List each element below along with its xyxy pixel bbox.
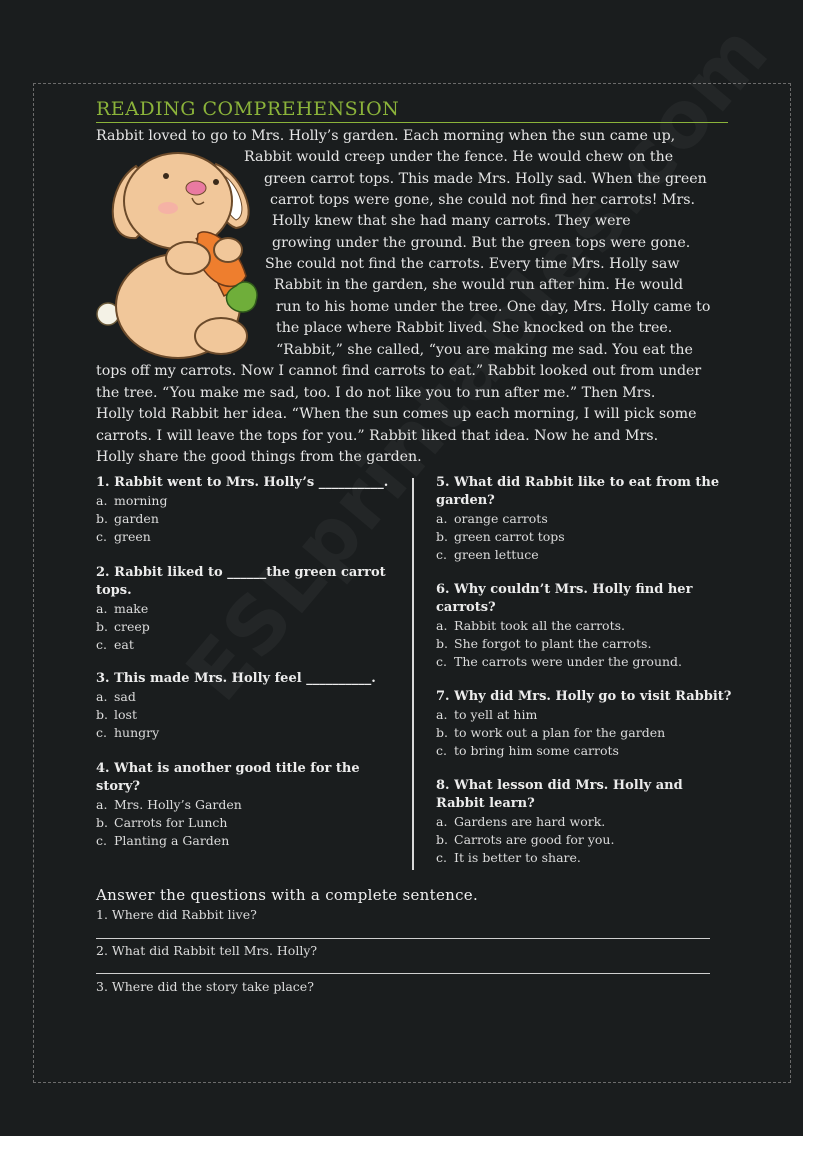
story-line: tops off my carrots. Now I cannot find carrots to eat.” Rabbit looked out from under: [96, 363, 702, 379]
option: b. lost: [96, 707, 137, 722]
written-question-2: 2. What did Rabbit tell Mrs. Holly?: [96, 943, 318, 958]
question-8-options: [436, 813, 614, 867]
option: a. make: [96, 601, 149, 616]
story-line: the place where Rabbit lived. She knocked on the tree.: [276, 320, 673, 336]
story-line: Rabbit in the garden, she would run after him. He would: [274, 277, 684, 293]
answer-line-2[interactable]: [96, 973, 710, 974]
question-1-options: [96, 492, 167, 546]
story-line: “Rabbit,” she called, “you are making me sad. You eat the: [276, 342, 693, 358]
option: c. eat: [96, 637, 134, 652]
story-line: run to his home under the tree. One day, Mrs. Holly came to: [276, 299, 711, 315]
option: b. She forgot to plant the carrots.: [436, 636, 652, 651]
option: a. Gardens are hard work.: [436, 814, 606, 829]
option: b. green carrot tops: [436, 529, 565, 544]
option: a. sad: [96, 689, 136, 704]
story-line: Holly share the good things from the garden.: [96, 449, 422, 465]
option: c. It is better to share.: [436, 850, 581, 865]
option: c. to bring him some carrots: [436, 743, 619, 758]
option: b. to work out a plan for the garden: [436, 725, 666, 740]
question-5: 5. What did Rabbit like to eat from the garden?: [436, 475, 720, 508]
story-line: Rabbit would creep under the fence. He would chew on the: [244, 149, 674, 165]
written-question-3: 3. Where did the story take place?: [96, 979, 314, 994]
question-4: 4. What is another good title for the story?: [96, 761, 360, 794]
written-question-1: 1. Where did Rabbit live?: [96, 907, 257, 922]
story-line: green carrot tops. This made Mrs. Holly sad. When the green: [264, 171, 707, 187]
answer-line-1[interactable]: [96, 938, 710, 939]
option: b. Carrots are good for you.: [436, 832, 615, 847]
question-4-options: [96, 796, 242, 850]
worksheet-title: READING COMPREHENSION: [96, 98, 400, 120]
option: c. hungry: [96, 725, 160, 740]
story-line: Holly told Rabbit her idea. “When the sun comes up each morning, I will pick some: [96, 406, 697, 422]
question-7: 7. Why did Mrs. Holly go to visit Rabbit?: [436, 689, 732, 704]
option: a. Rabbit took all the carrots.: [436, 618, 625, 633]
story-line: the tree. “You make me sad, too. I do not like you to run after me.” Then Mrs.: [96, 385, 656, 401]
answer-section-heading: Answer the questions with a complete sentence.: [96, 886, 479, 904]
option: c. Planting a Garden: [96, 833, 230, 848]
question-3: 3. This made Mrs. Holly feel __________.: [96, 671, 376, 686]
question-8: 8. What lesson did Mrs. Holly and Rabbit learn?: [436, 778, 683, 811]
story-line: Rabbit loved to go to Mrs. Holly’s garden. Each morning when the sun came up,: [96, 128, 676, 144]
question-2: 2. Rabbit liked to ______the green carrot tops.: [96, 565, 386, 598]
story-line: carrots. I will leave the tops for you.” Rabbit liked that idea. Now he and Mrs.: [96, 428, 659, 444]
question-6: 6. Why couldn’t Mrs. Holly find her carrots?: [436, 582, 693, 615]
story-line: carrot tops were gone, she could not find her carrots! Mrs.: [270, 192, 696, 208]
story-line: Holly knew that she had many carrots. They were: [272, 213, 631, 229]
question-7-options: [436, 706, 665, 760]
option: a. to yell at him: [436, 707, 538, 722]
question-5-options: [436, 510, 565, 564]
story-line: She could not find the carrots. Every time Mrs. Holly saw: [265, 256, 680, 272]
question-2-options: [96, 600, 150, 654]
title-underline: [96, 122, 728, 123]
story-line: growing under the ground. But the green tops were gone.: [272, 235, 691, 251]
rabbit-with-carrot-illustration: [96, 146, 264, 360]
option: c. The carrots were under the ground.: [436, 654, 683, 669]
option: a. Mrs. Holly’s Garden: [96, 797, 242, 812]
question-1: 1. Rabbit went to Mrs. Holly’s __________.: [96, 475, 389, 490]
option: a. orange carrots: [436, 511, 548, 526]
column-divider: [412, 478, 414, 870]
option: c. green: [96, 529, 151, 544]
question-3-options: [96, 688, 159, 742]
option: b. Carrots for Lunch: [96, 815, 228, 830]
question-6-options: [436, 617, 682, 671]
option: b. garden: [96, 511, 159, 526]
option: c. green lettuce: [436, 547, 539, 562]
option: a. morning: [96, 493, 168, 508]
option: b. creep: [96, 619, 150, 634]
